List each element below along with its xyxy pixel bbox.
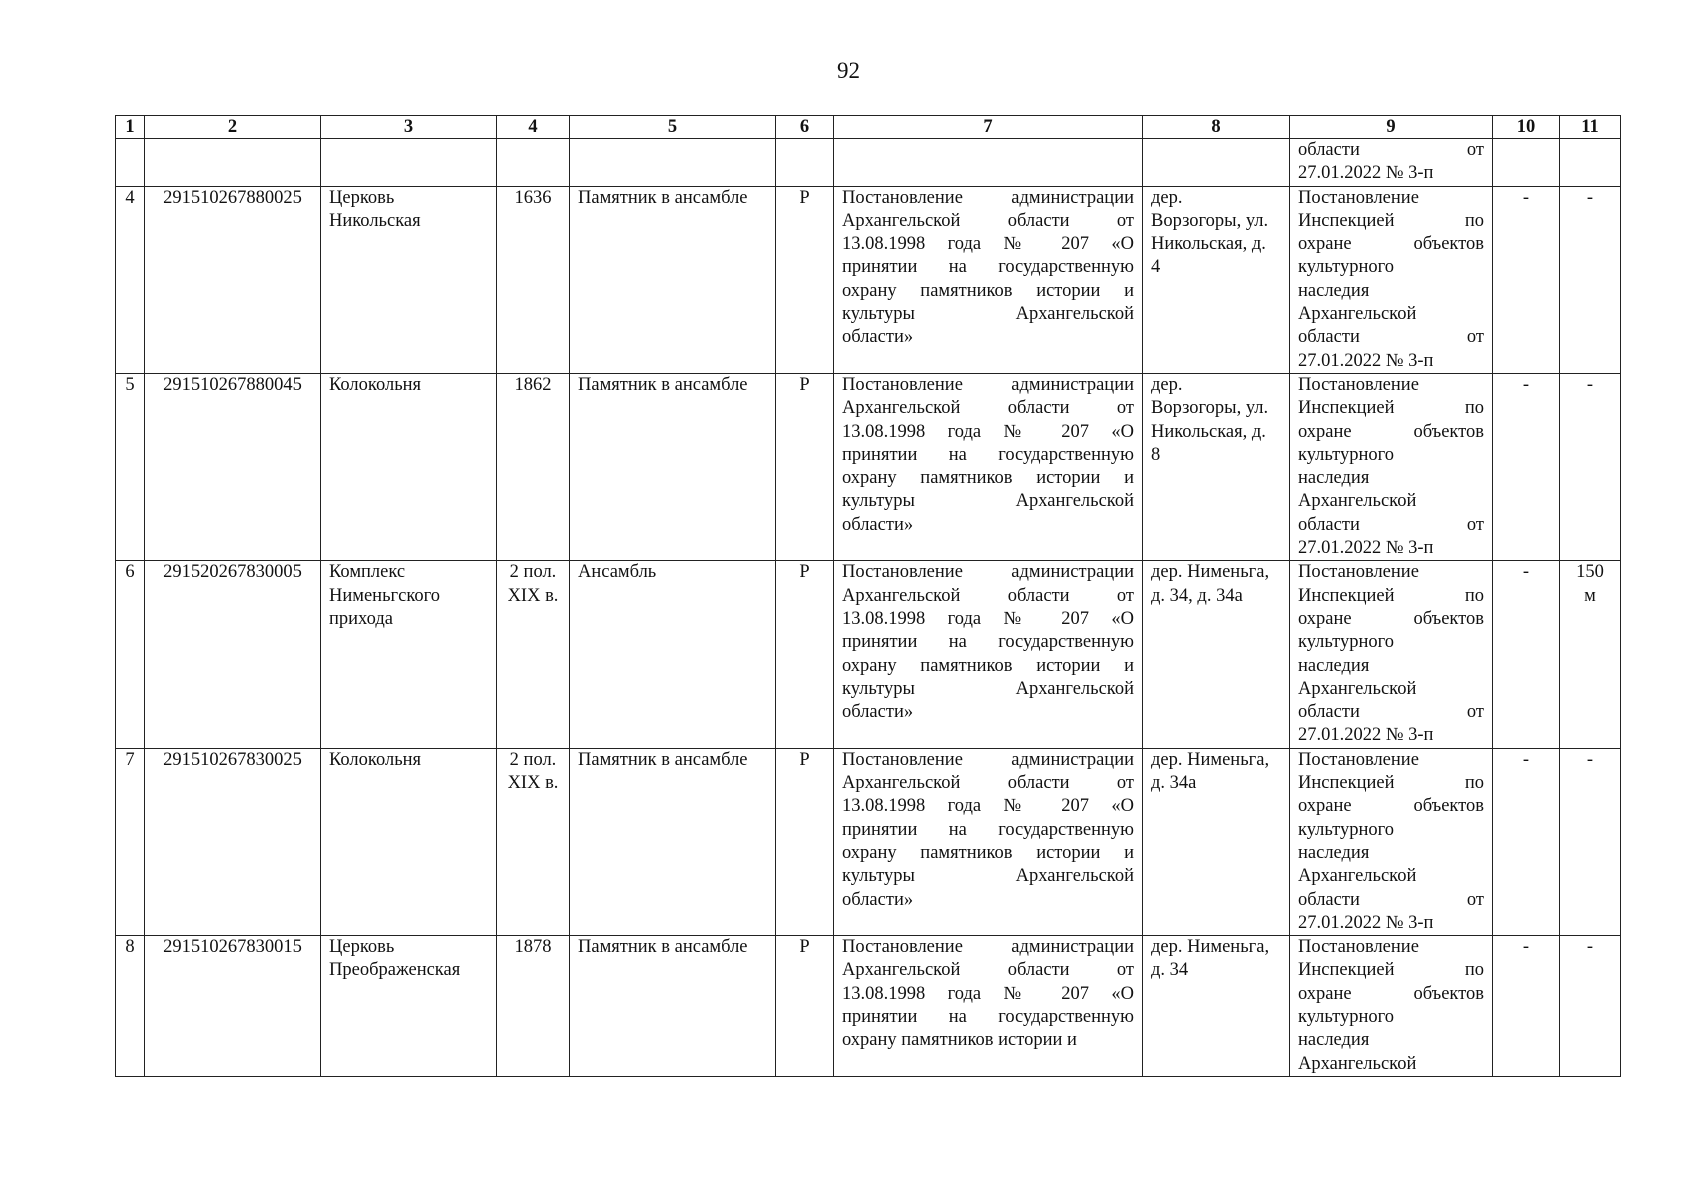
cell-decree xyxy=(834,186,1143,373)
text-line: Инспекцией по xyxy=(1298,585,1484,606)
cell-date xyxy=(497,186,570,373)
column-header-9: 9 xyxy=(1290,116,1493,139)
text-line: Архангельской xyxy=(1298,678,1417,699)
text-line: Церковь xyxy=(329,187,395,208)
cell-col10: - xyxy=(1493,936,1560,1077)
cell-significance: Р xyxy=(776,373,834,560)
text-line: дер. Нименьга, xyxy=(1151,562,1270,583)
text-line: культурного xyxy=(1298,257,1394,278)
text-line: Колокольня xyxy=(329,749,422,770)
column-header-5: 5 xyxy=(570,116,776,139)
cell-significance: Р xyxy=(776,561,834,748)
cell-inspection-decree xyxy=(1290,936,1493,1077)
text-line: охрану памятников истории и xyxy=(842,1030,1077,1051)
column-header-8: 8 xyxy=(1143,116,1290,139)
table-body xyxy=(116,139,1621,1077)
text-line: области» xyxy=(842,702,914,723)
column-header-6: 6 xyxy=(776,116,834,139)
cell-category: Памятник в ансамбле xyxy=(570,748,776,935)
cell-col11 xyxy=(1560,561,1621,748)
cell-num: 7 xyxy=(116,748,145,935)
cell-address xyxy=(1143,186,1290,373)
text-line: дер. Нименьга, xyxy=(1151,749,1270,770)
text-line: дер. Нименьга, xyxy=(1151,937,1270,958)
cell-col11 xyxy=(1560,186,1621,373)
cell-code: 291520267830005 xyxy=(145,561,321,748)
text-line: дер. xyxy=(1151,187,1183,208)
text-line: Постановление администрации xyxy=(842,374,1134,395)
column-header-7: 7 xyxy=(834,116,1143,139)
cell-category: Памятник в ансамбле xyxy=(570,186,776,373)
cell-decree xyxy=(834,373,1143,560)
text-line: Архангельской области от xyxy=(842,960,1134,981)
text-line: охране объектов xyxy=(1298,983,1484,1004)
text-line: Постановление администрации xyxy=(842,937,1134,958)
cell-category xyxy=(570,139,776,187)
table-row xyxy=(116,186,1621,373)
cell-name xyxy=(321,748,497,935)
text-line: 13.08.1998 года № 207 «О xyxy=(842,983,1134,1004)
text-line: прихода xyxy=(329,608,393,629)
text-line: Архангельской xyxy=(1298,491,1417,512)
text-line: охране объектов xyxy=(1298,421,1484,442)
heritage-registry-table xyxy=(115,115,1621,1077)
cell-decree xyxy=(834,936,1143,1077)
cell-category: Ансамбль xyxy=(570,561,776,748)
text-line: 27.01.2022 № 3-п xyxy=(1298,538,1434,559)
cell-col11 xyxy=(1560,936,1621,1077)
text-line: охране объектов xyxy=(1298,234,1484,255)
cell-col11 xyxy=(1560,373,1621,560)
text-line: культуры Архангельской xyxy=(842,866,1134,887)
cell-inspection-decree xyxy=(1290,186,1493,373)
text-line: принятии на государственную xyxy=(842,632,1134,653)
text-line: наследия xyxy=(1298,1030,1370,1051)
text-line: 8 xyxy=(1151,444,1161,465)
text-line: Преображенская xyxy=(329,960,461,981)
text-line: 27.01.2022 № 3-п xyxy=(1298,912,1434,933)
text-line: Архангельской xyxy=(1298,304,1417,325)
cell-significance: Р xyxy=(776,748,834,935)
table-row xyxy=(116,561,1621,748)
cell-col10: - xyxy=(1493,186,1560,373)
text-line: 13.08.1998 года № 207 «О xyxy=(842,608,1134,629)
cell-significance: Р xyxy=(776,936,834,1077)
text-line: Постановление администрации xyxy=(842,562,1134,583)
cell-name xyxy=(321,186,497,373)
text-line: Архангельской области от xyxy=(842,773,1134,794)
cell-date xyxy=(497,373,570,560)
cell-inspection-decree xyxy=(1290,373,1493,560)
text-line: принятии на государственную xyxy=(842,1006,1134,1027)
column-header-2: 2 xyxy=(145,116,321,139)
text-line: м xyxy=(1584,585,1596,606)
cell-address xyxy=(1143,936,1290,1077)
text-line: культурного xyxy=(1298,819,1394,840)
text-line: Ворзогоры, ул. xyxy=(1151,210,1269,231)
cell-code: 291510267880045 xyxy=(145,373,321,560)
cell-name xyxy=(321,373,497,560)
cell-significance: Р xyxy=(776,186,834,373)
text-line: 150 xyxy=(1576,562,1604,583)
text-line: культуры Архангельской xyxy=(842,304,1134,325)
text-line: Архангельской области от xyxy=(842,398,1134,419)
text-line: области от xyxy=(1298,327,1484,348)
cell-code: 291510267880025 xyxy=(145,186,321,373)
text-line: Ворзогоры, ул. xyxy=(1151,398,1269,419)
text-line: культурного xyxy=(1298,632,1394,653)
text-line: принятии на государственную xyxy=(842,257,1134,278)
text-line: Постановление xyxy=(1298,749,1419,770)
text-line: Комплекс xyxy=(329,562,406,583)
cell-code xyxy=(145,139,321,187)
text-line: Архангельской xyxy=(1298,866,1417,887)
cell-inspection-decree xyxy=(1290,561,1493,748)
text-line: области» xyxy=(842,514,914,535)
text-line: Архангельской области от xyxy=(842,585,1134,606)
text-line: культуры Архангельской xyxy=(842,678,1134,699)
text-line: XIX в. xyxy=(507,585,559,606)
cell-address xyxy=(1143,561,1290,748)
cell-num: 8 xyxy=(116,936,145,1077)
text-line: культурного xyxy=(1298,444,1394,465)
text-line: Постановление администрации xyxy=(842,187,1134,208)
text-line: охрану памятников истории и xyxy=(842,655,1134,676)
cell-code: 291510267830025 xyxy=(145,748,321,935)
text-line: Инспекцией по xyxy=(1298,773,1484,794)
cell-col11 xyxy=(1560,139,1621,187)
text-line: 1878 xyxy=(514,937,552,958)
text-line: 1862 xyxy=(514,374,552,395)
text-line: Инспекцией по xyxy=(1298,398,1484,419)
cell-num xyxy=(116,139,145,187)
cell-address xyxy=(1143,373,1290,560)
cell-num: 6 xyxy=(116,561,145,748)
column-header-1: 1 xyxy=(116,116,145,139)
text-line: Постановление xyxy=(1298,187,1419,208)
cell-category: Памятник в ансамбле xyxy=(570,936,776,1077)
text-line: области» xyxy=(842,327,914,348)
text-line: Инспекцией по xyxy=(1298,210,1484,231)
cell-name xyxy=(321,561,497,748)
cell-col11 xyxy=(1560,748,1621,935)
cell-address xyxy=(1143,748,1290,935)
text-line: XIX в. xyxy=(507,773,559,794)
cell-num: 4 xyxy=(116,186,145,373)
cell-code: 291510267830015 xyxy=(145,936,321,1077)
text-line: Никольская, д. xyxy=(1151,234,1266,255)
text-line: 27.01.2022 № 3-п xyxy=(1298,350,1434,371)
text-line: наследия xyxy=(1298,655,1370,676)
text-line: 27.01.2022 № 3-п xyxy=(1298,725,1434,746)
column-header-4: 4 xyxy=(497,116,570,139)
cell-col10 xyxy=(1493,139,1560,187)
cell-address xyxy=(1143,139,1290,187)
text-line: наследия xyxy=(1298,842,1370,863)
text-line: охране объектов xyxy=(1298,608,1484,629)
text-line: - xyxy=(1586,937,1594,958)
text-line: 13.08.1998 года № 207 «О xyxy=(842,796,1134,817)
text-line: д. 34, д. 34а xyxy=(1151,585,1243,606)
text-line: Церковь xyxy=(329,937,395,958)
text-line: охрану памятников истории и xyxy=(842,468,1134,489)
text-line: д. 34 xyxy=(1151,960,1189,981)
text-line: Постановление xyxy=(1298,562,1419,583)
text-line: наследия xyxy=(1298,280,1370,301)
text-line: д. 34а xyxy=(1151,773,1197,794)
text-line: 27.01.2022 № 3-п xyxy=(1298,163,1434,184)
text-line: Постановление xyxy=(1298,374,1419,395)
text-line: культурного xyxy=(1298,1006,1394,1027)
cell-significance xyxy=(776,139,834,187)
table-row xyxy=(116,936,1621,1077)
text-line: Колокольня xyxy=(329,374,422,395)
cell-decree xyxy=(834,561,1143,748)
text-line: культуры Архангельской xyxy=(842,491,1134,512)
text-line: области от xyxy=(1298,140,1484,160)
table-row xyxy=(116,373,1621,560)
text-line: 2 пол. xyxy=(509,562,557,583)
text-line: охрану памятников истории и xyxy=(842,280,1134,301)
cell-category: Памятник в ансамбле xyxy=(570,373,776,560)
text-line: области от xyxy=(1298,514,1484,535)
text-line: - xyxy=(1586,749,1594,770)
text-line: Архангельской области от xyxy=(842,210,1134,231)
text-line: принятии на государственную xyxy=(842,444,1134,465)
cell-name xyxy=(321,139,497,187)
text-line: 4 xyxy=(1151,257,1161,278)
column-header-11: 11 xyxy=(1560,116,1621,139)
text-line: области от xyxy=(1298,702,1484,723)
text-line: наследия xyxy=(1298,468,1370,489)
text-line: охрану памятников истории и xyxy=(842,842,1134,863)
cell-decree xyxy=(834,139,1143,187)
cell-date xyxy=(497,139,570,187)
table-row xyxy=(116,748,1621,935)
header-row xyxy=(116,116,1621,139)
cell-inspection-decree xyxy=(1290,748,1493,935)
text-line: Нименьгского xyxy=(329,585,440,606)
cell-date xyxy=(497,561,570,748)
text-line: 13.08.1998 года № 207 «О xyxy=(842,421,1134,442)
cell-num: 5 xyxy=(116,373,145,560)
text-line: принятии на государственную xyxy=(842,819,1134,840)
cell-date xyxy=(497,936,570,1077)
text-line: дер. xyxy=(1151,374,1183,395)
column-header-3: 3 xyxy=(321,116,497,139)
table-header xyxy=(116,116,1621,139)
continuation-row xyxy=(116,139,1621,187)
text-line: Инспекцией по xyxy=(1298,960,1484,981)
text-line: - xyxy=(1586,374,1594,395)
cell-name xyxy=(321,936,497,1077)
cell-decree xyxy=(834,748,1143,935)
text-line: области» xyxy=(842,889,914,910)
cell-col10: - xyxy=(1493,561,1560,748)
text-line: Никольская xyxy=(329,210,421,231)
text-line: области от xyxy=(1298,889,1484,910)
text-line: Архангельской xyxy=(1298,1053,1417,1074)
cell-date xyxy=(497,748,570,935)
text-line: 1636 xyxy=(514,187,552,208)
text-line: 13.08.1998 года № 207 «О xyxy=(842,234,1134,255)
text-line: Постановление администрации xyxy=(842,749,1134,770)
text-line: 2 пол. xyxy=(509,749,557,770)
text-line: Никольская, д. xyxy=(1151,421,1266,442)
cell-inspection-decree xyxy=(1290,139,1493,187)
page-number: 92 xyxy=(837,58,860,83)
text-line: - xyxy=(1586,187,1594,208)
cell-col10: - xyxy=(1493,748,1560,935)
text-line: Постановление xyxy=(1298,937,1419,958)
text-line: охране объектов xyxy=(1298,796,1484,817)
cell-col10: - xyxy=(1493,373,1560,560)
column-header-10: 10 xyxy=(1493,116,1560,139)
